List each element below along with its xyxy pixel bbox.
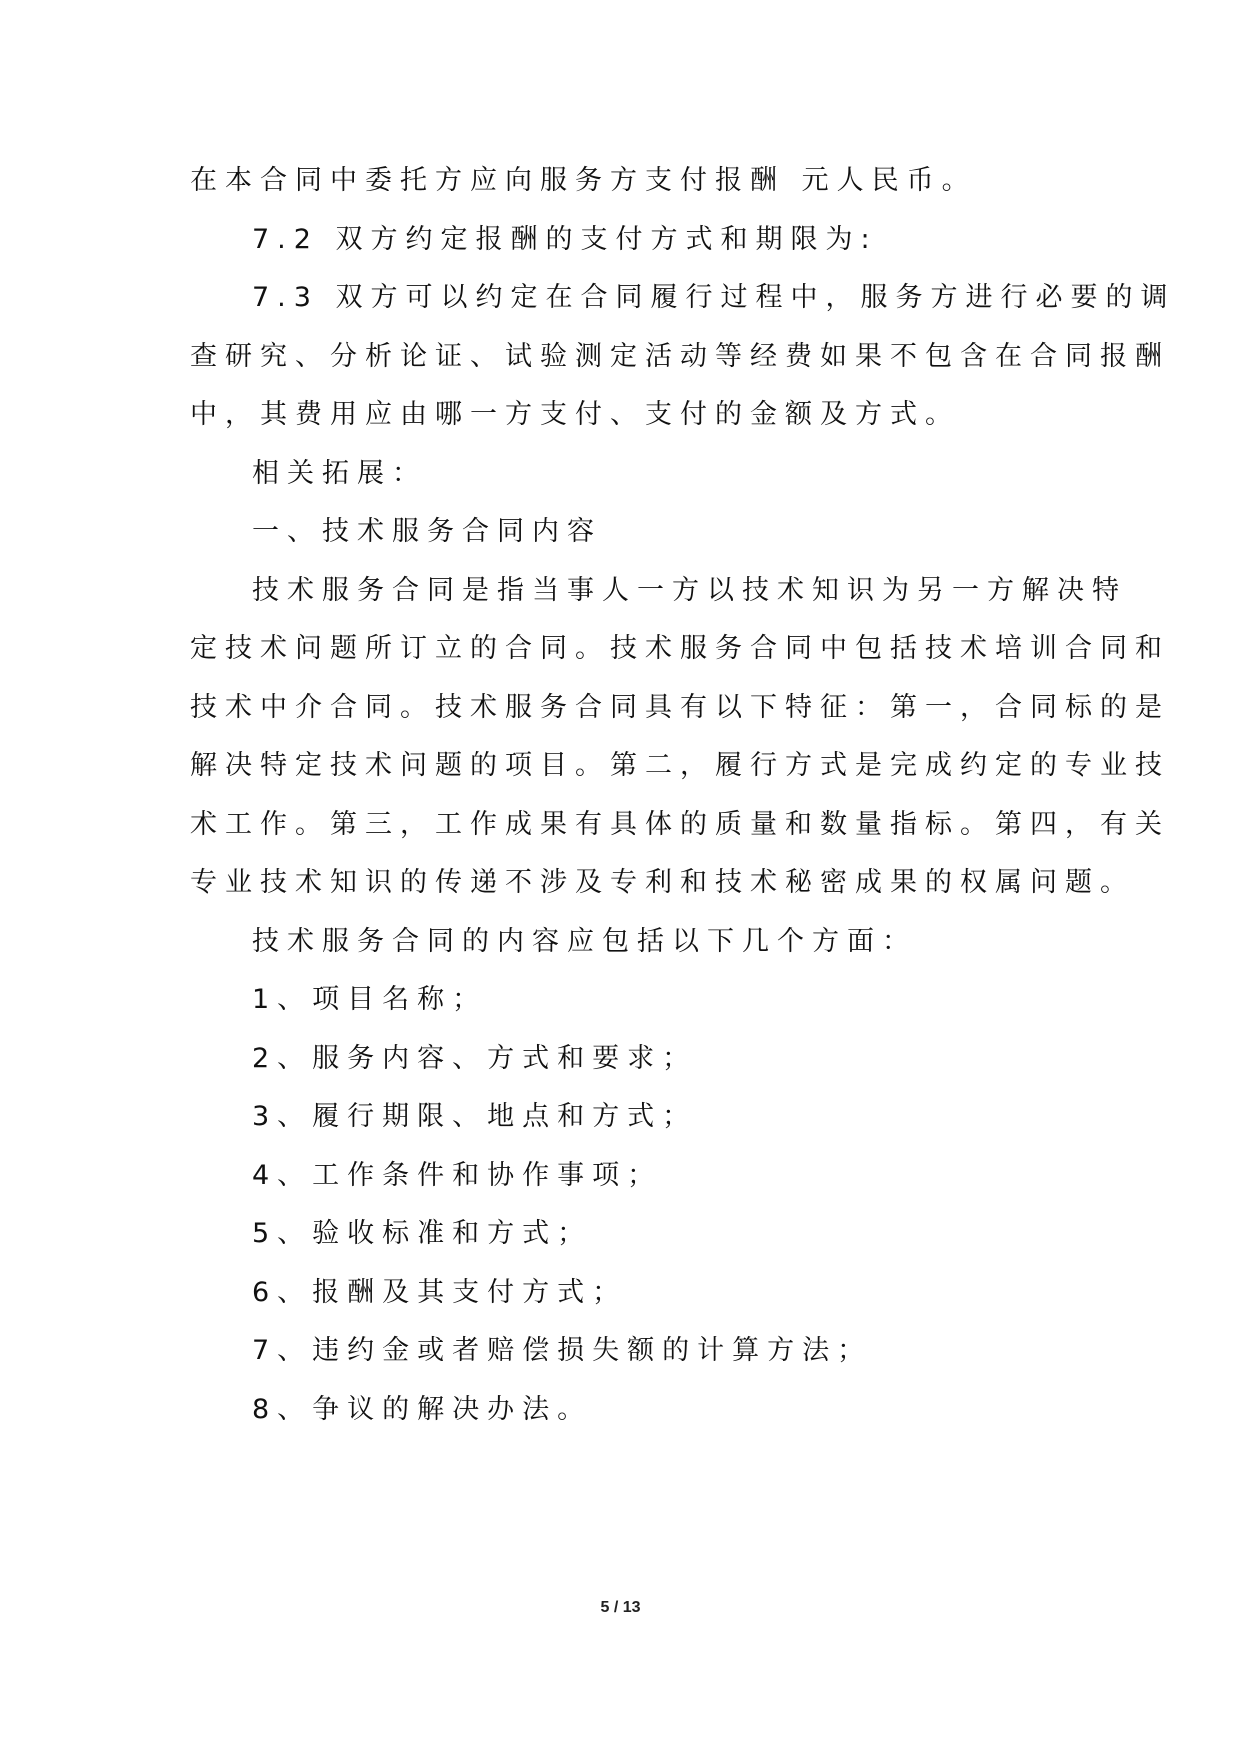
list-item: 8、争议的解决办法。 <box>252 1394 593 1425</box>
text-line: 查研究、分析论证、试验测定活动等经费如果不包含在合同报酬 <box>190 341 1170 372</box>
list-item: 6、报酬及其支付方式； <box>252 1277 628 1308</box>
page-number: 5 / 13 <box>600 1599 641 1616</box>
text-line: 技术服务合同的内容应包括以下几个方面： <box>252 926 917 957</box>
list-item: 5、验收标准和方式； <box>252 1218 593 1249</box>
text-line: 在本合同中委托方应向服务方支付报酬 元人民币。 <box>190 165 977 196</box>
list-item: 1、项目名称； <box>252 984 488 1015</box>
text-line: 相关拓展： <box>252 458 427 489</box>
list-item: 2、服务内容、方式和要求； <box>252 1043 698 1074</box>
text-line: 解决特定技术问题的项目。第二，履行方式是完成约定的专业技 <box>190 750 1170 781</box>
text-line: 中，其费用应由哪一方支付、支付的金额及方式。 <box>190 399 960 430</box>
list-item: 7、违约金或者赔偿损失额的计算方法； <box>252 1335 873 1366</box>
text-line: 技术服务合同是指当事人一方以技术知识为另一方解决特 <box>252 575 1127 606</box>
list-item: 4、工作条件和协作事项； <box>252 1160 663 1191</box>
section-heading: 一、技术服务合同内容 <box>252 516 602 547</box>
text-line: 技术中介合同。技术服务合同具有以下特征：第一，合同标的是 <box>190 692 1170 723</box>
text-line: 术工作。第三，工作成果有具体的质量和数量指标。第四，有关 <box>190 809 1170 840</box>
list-item: 3、履行期限、地点和方式； <box>252 1101 698 1132</box>
text-line: 7.2 双方约定报酬的支付方式和期限为: <box>252 224 878 255</box>
text-line: 7.3 双方可以约定在合同履行过程中，服务方进行必要的调 <box>252 282 1176 313</box>
text-line: 专业技术知识的传递不涉及专利和技术秘密成果的权属问题。 <box>190 867 1135 898</box>
text-line: 定技术问题所订立的合同。技术服务合同中包括技术培训合同和 <box>190 633 1170 664</box>
